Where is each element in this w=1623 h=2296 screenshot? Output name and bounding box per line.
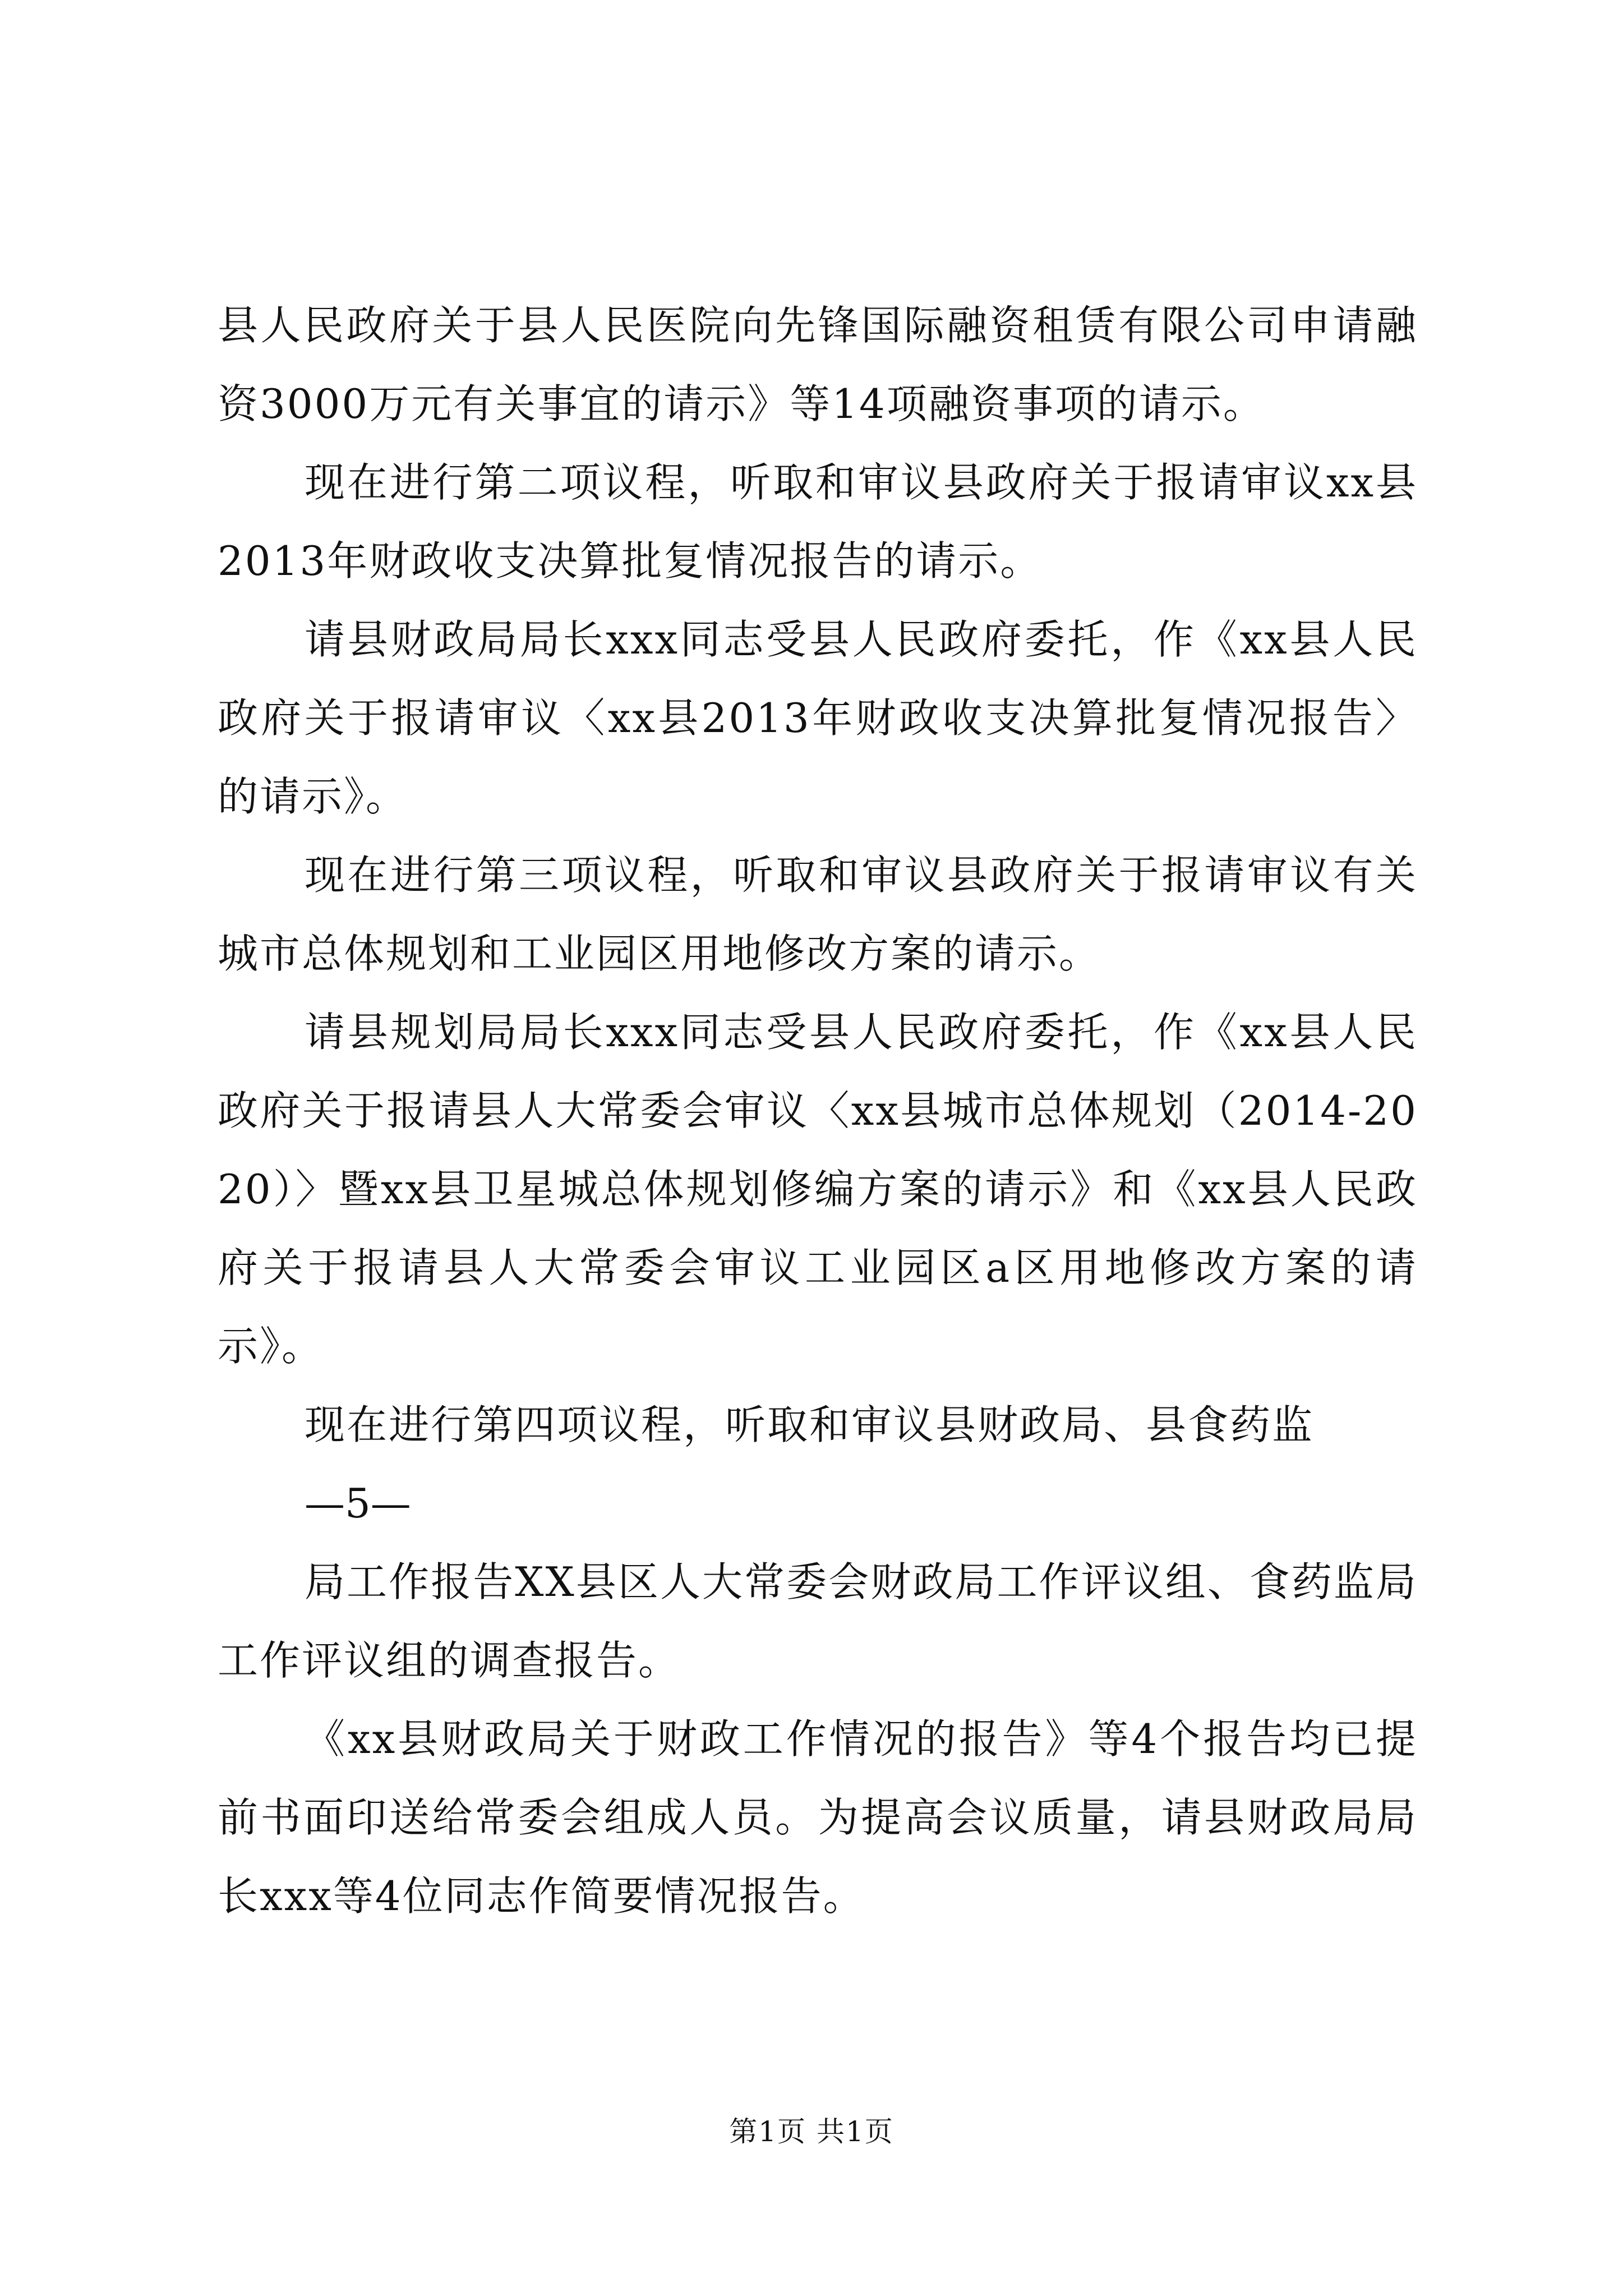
paragraph-agenda-item-2: 现在进行第二项议程，听取和审议县政府关于报请审议xx县2013年财政收支决算批复情况报告的请示。 xyxy=(218,459,1418,585)
paragraph-continuation: 县人民政府关于县人民医院向先锋国际融资租赁有限公司申请融资3000万元有关事宜的请示》等14项融资事项的请示。 xyxy=(218,302,1418,427)
paragraph-agenda-item-4: 现在进行第四项议程，听取和审议县财政局、县食药监 xyxy=(305,1401,1315,1448)
paragraph-planning-request: 请县规划局局长xxx同志受县人民政府委托，作《xx县人民政府关于报请县人大常委会审议〈xx县城市总体规划（2014-2020）〉暨xx县卫星城总体规划修编方案的请示》和《xx县人民政府关于报请县人大常委会审议工业园区a区用地修改方案的请示》。 xyxy=(218,1009,1418,1370)
paragraph-finance-request: 请县财政局局长xxx同志受县人民政府委托，作《xx县人民政府关于报请审议〈xx县2013年财政收支决算批复情况报告〉的请示》。 xyxy=(218,616,1418,820)
inline-page-marker: —5— xyxy=(305,1480,411,1527)
paragraph-work-report: 局工作报告XX县区人大常委会财政局工作评议组、食药监局工作评议组的调查报告。 xyxy=(218,1558,1418,1684)
page-footer: 第1页 共1页 xyxy=(729,2115,894,2148)
document-body xyxy=(218,286,1418,1935)
paragraph-report-summary: 《xx县财政局关于财政工作情况的报告》等4个报告均已提前书面印送给常委会组成人员。为提高会议质量，请县财政局局长xxx等4位同志作简要情况报告。 xyxy=(218,1715,1418,1920)
paragraph-agenda-item-3: 现在进行第三项议程，听取和审议县政府关于报请审议有关城市总体规划和工业园区用地修改方案的请示。 xyxy=(218,852,1418,977)
